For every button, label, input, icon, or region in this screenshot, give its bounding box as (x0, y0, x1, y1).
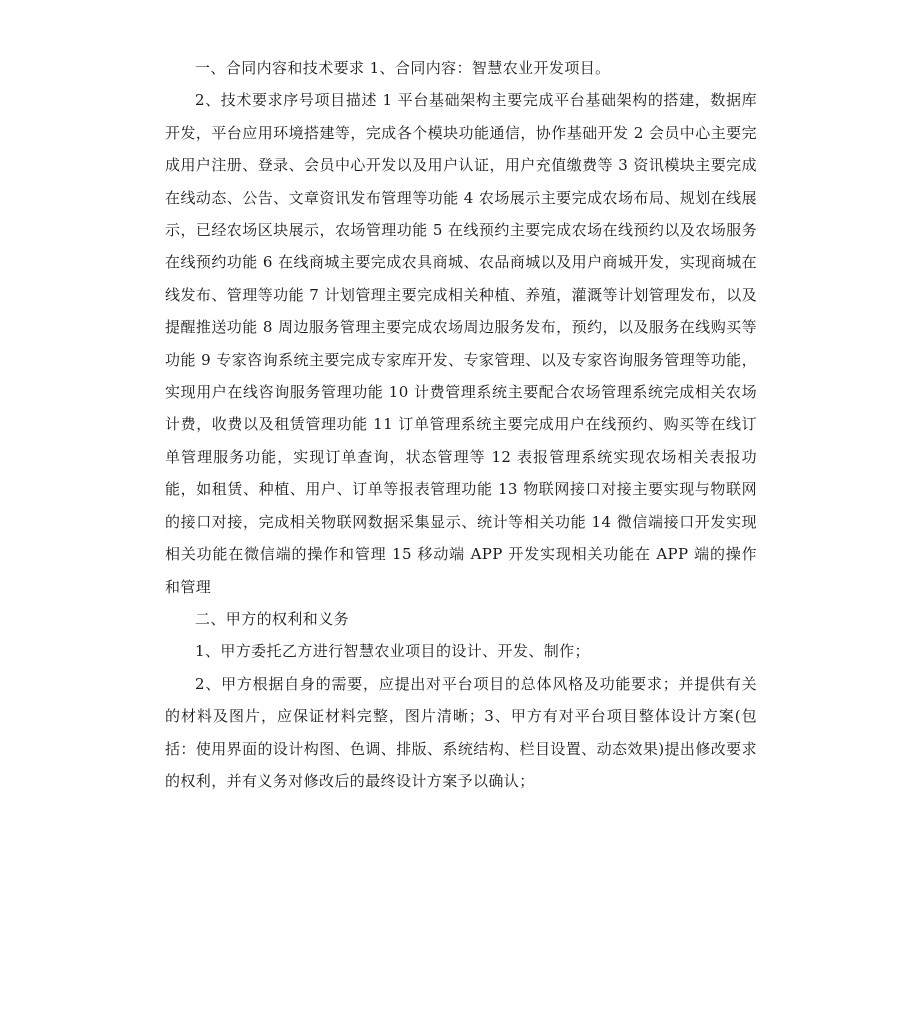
paragraph-technical-requirements: 2、技术要求序号项目描述 1 平台基础架构主要完成平台基础架构的搭建，数据库开发，平台应用环境搭建等，完成各个模块功能通信，协作基础开发 2 会员中心主要完成用户注册、登录、会员中心开发以及用户认证，用户充值缴费等 3 资讯模块主要完成在线动态、公告、文章资讯发布管理等功能 4 农场展示主要完成农场布局、规划在线展示，已经农场区块展示，农场管理功能 5 在线预约主要完成农场在线预约以及农场服务在线预约功能 6 在线商城主要完成农具商城、农品商城以及用户商城开发，实现商城在线发布、管理等功能 7 计划管理主要完成相关种植、养殖，灌溉等计划管理发布，以及提醒推送功能 8 周边服务管理主要完成农场周边服务发布，预约，以及服务在线购买等功能 9 专家咨询系统主要完成专家库开发、专家管理、以及专家咨询服务管理等功能，实现用户在线咨询服务管理功能 10 计费管理系统主要配合农场管理系统完成相关农场计费，收费以及租赁管理功能 11 订单管理系统主要完成用户在线预约、购买等在线订单管理服务功能，实现订单查询，状态管理等 12 表报管理系统实现农场相关表报功能，如租赁、种植、用户、订单等报表管理功能 13 物联网接口对接主要实现与物联网的接口对接，完成相关物联网数据采集显示、统计等相关功能 14 微信端接口开发实现相关功能在微信端的操作和管理 15 移动端 APP 开发实现相关功能在 APP 端的操作和管理 (165, 91, 757, 596)
paragraph-party-a-item-1: 1、甲方委托乙方进行智慧农业项目的设计、开发、制作； (195, 642, 590, 661)
document-page (165, 52, 757, 797)
section-heading-party-a: 二、甲方的权利和义务 (195, 609, 350, 628)
section-heading-contract: 一、合同内容和技术要求 1、合同内容：智慧农业开发项目。 (195, 59, 611, 77)
paragraph-party-a-item-2: 2、甲方根据自身的需要，应提出对平台项目的总体风格及功能要求；并提供有关的材料及图片，应保证材料完整，图片清晰；3、甲方有对平台项目整体设计方案(包括：使用界面的设计构图、色调、排版、系统结构、栏目设置、动态效果)提出修改要求的权利，并有义务对修改后的最终设计方案予以确认； (165, 674, 757, 790)
